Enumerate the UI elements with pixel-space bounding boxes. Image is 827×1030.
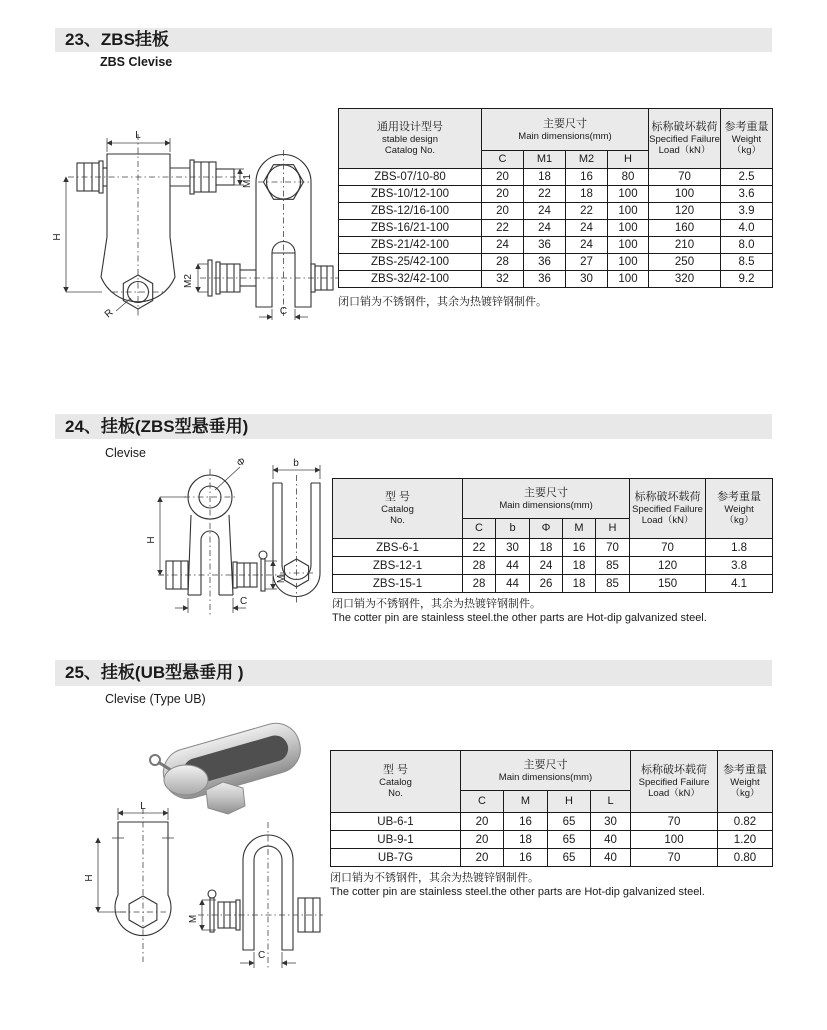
section-25-subtitle: Clevise (Type UB)	[105, 692, 206, 706]
cell-dim: 22	[463, 539, 496, 557]
cell-dim: 100	[608, 254, 649, 271]
cell-model: ZBS-15-1	[333, 575, 463, 593]
section-25-title: 25、挂板(UB型悬垂用 )	[65, 663, 244, 682]
cell-dim: 16	[504, 849, 548, 867]
cell-model: ZBS-12-1	[333, 557, 463, 575]
cell-model: UB-6-1	[331, 813, 461, 831]
material-note-en: The cotter pin are stainless steel.the other parts are Hot-dip galvanized steel.	[330, 886, 705, 898]
dim-col: C	[463, 519, 496, 539]
cell-dim: 18	[530, 539, 563, 557]
col-header-model: 型 号 Catalog No.	[333, 479, 463, 539]
dim-col: M2	[566, 151, 608, 169]
col-header-dimensions: 主要尺寸 Main dimensions(mm)	[482, 109, 649, 151]
cell-dim: 85	[596, 557, 630, 575]
cell-dim: 26	[530, 575, 563, 593]
dim-col: M	[504, 791, 548, 813]
cell-weight: 1.8	[706, 539, 773, 557]
cell-dim: 100	[608, 237, 649, 254]
cell-load: 70	[630, 539, 706, 557]
dim-col: Φ	[530, 519, 563, 539]
cell-model: ZBS-12/16-100	[339, 203, 482, 220]
cell-weight: 3.9	[721, 203, 773, 220]
cell-load: 150	[630, 575, 706, 593]
dim-col: L	[591, 791, 631, 813]
cell-weight: 9.2	[721, 271, 773, 288]
cell-dim: 16	[563, 539, 596, 557]
cell-dim: 24	[566, 237, 608, 254]
cell-load: 320	[649, 271, 721, 288]
cell-dim: 18	[524, 169, 566, 186]
dim-col: H	[548, 791, 591, 813]
dim-col: M1	[524, 151, 566, 169]
cell-dim: 40	[591, 849, 631, 867]
cell-dim: 20	[461, 849, 504, 867]
cell-dim: 20	[482, 186, 524, 203]
table-row	[331, 813, 773, 831]
cell-weight: 0.80	[718, 849, 773, 867]
col-header-weight: 参考重量 Weight （kg）	[706, 479, 773, 539]
table-row	[333, 539, 773, 557]
dim-label-M: M	[188, 914, 199, 924]
zbs-clevise-table	[338, 108, 773, 288]
cell-model: ZBS-6-1	[333, 539, 463, 557]
cell-dim: 30	[566, 271, 608, 288]
dim-label-M1: M1	[242, 174, 253, 188]
cell-dim: 100	[608, 203, 649, 220]
table-row	[333, 557, 773, 575]
cell-model: ZBS-32/42-100	[339, 271, 482, 288]
cell-dim: 27	[566, 254, 608, 271]
section-24-header-bar	[55, 414, 772, 439]
dim-col: C	[482, 151, 524, 169]
cell-dim: 22	[524, 186, 566, 203]
dim-col: H	[596, 519, 630, 539]
cell-dim: 70	[596, 539, 630, 557]
table-row	[339, 220, 773, 237]
table-row	[339, 237, 773, 254]
cell-weight: 8.5	[721, 254, 773, 271]
dim-label-H: H	[52, 233, 63, 241]
cell-model: ZBS-10/12-100	[339, 186, 482, 203]
ub-clevise-table	[330, 750, 773, 867]
section-23-title: 23、ZBS挂板	[65, 30, 169, 49]
cell-model: ZBS-25/42-100	[339, 254, 482, 271]
col-header-dimensions: 主要尺寸 Main dimensions(mm)	[461, 751, 631, 791]
cell-model: ZBS-07/10-80	[339, 169, 482, 186]
dim-label-phi: Φ	[234, 455, 249, 470]
section-24-title: 24、挂板(ZBS型悬垂用)	[65, 417, 249, 436]
cell-dim: 36	[524, 254, 566, 271]
cell-dim: 24	[524, 220, 566, 237]
cell-model: ZBS-21/42-100	[339, 237, 482, 254]
table-row	[339, 186, 773, 203]
dim-label-b: b	[293, 458, 299, 469]
cell-dim: 44	[496, 557, 530, 575]
col-header-load: 标称破坏载荷 Specified Failure Load（kN）	[631, 751, 718, 813]
dim-label-L: L	[135, 130, 141, 141]
clevise-zbs-table	[332, 478, 773, 593]
col-header-model: 型 号 Catalog No.	[331, 751, 461, 813]
cell-dim: 22	[482, 220, 524, 237]
dim-col: b	[496, 519, 530, 539]
col-header-weight: 参考重量 Weight （kg）	[721, 109, 773, 169]
table-row	[339, 169, 773, 186]
cell-load: 70	[631, 813, 718, 831]
cell-dim: 65	[548, 813, 591, 831]
cell-load: 160	[649, 220, 721, 237]
cell-dim: 28	[463, 557, 496, 575]
cell-dim: 16	[566, 169, 608, 186]
table-row	[339, 203, 773, 220]
section-23-header-bar	[55, 28, 772, 52]
cell-model: UB-7G	[331, 849, 461, 867]
cell-dim: 30	[496, 539, 530, 557]
dim-col: C	[461, 791, 504, 813]
material-note-cn: 闭口销为不锈钢件，其余为热镀锌钢制件。	[332, 598, 541, 610]
dim-label-H: H	[84, 874, 95, 882]
dim-label-C: C	[258, 950, 266, 961]
section-24-subtitle: Clevise	[105, 446, 146, 460]
cell-model: ZBS-16/21-100	[339, 220, 482, 237]
cell-weight: 3.8	[706, 557, 773, 575]
cell-load: 120	[630, 557, 706, 575]
col-header-load: 标称破坏载荷 Specified Failure Load（kN）	[649, 109, 721, 169]
table-row	[331, 831, 773, 849]
cell-model: UB-9-1	[331, 831, 461, 849]
cell-dim: 20	[461, 831, 504, 849]
table-row	[331, 849, 773, 867]
cell-dim: 44	[496, 575, 530, 593]
cell-weight: 0.82	[718, 813, 773, 831]
material-note-cn: 闭口销为不锈钢件，其余为热镀锌钢制件。	[338, 296, 547, 308]
cell-dim: 18	[504, 831, 548, 849]
cell-dim: 22	[566, 203, 608, 220]
cell-weight: 2.5	[721, 169, 773, 186]
cell-weight: 8.0	[721, 237, 773, 254]
cell-dim: 85	[596, 575, 630, 593]
cell-load: 100	[649, 186, 721, 203]
cell-dim: 18	[563, 557, 596, 575]
zbs-clevise-technical-drawing	[50, 92, 340, 320]
dim-col: M	[563, 519, 596, 539]
cell-dim: 16	[504, 813, 548, 831]
clevise-zbs-technical-drawing	[88, 455, 323, 627]
cell-weight: 4.1	[706, 575, 773, 593]
cell-dim: 36	[524, 237, 566, 254]
cell-dim: 24	[482, 237, 524, 254]
dim-label-R: R	[102, 307, 116, 320]
cell-dim: 65	[548, 831, 591, 849]
cell-dim: 40	[591, 831, 631, 849]
col-header-load: 标称破坏载荷 Specified Failure Load（kN）	[630, 479, 706, 539]
dim-label-M2: M2	[183, 274, 194, 288]
dim-label-M: M	[276, 574, 287, 584]
material-note-en: The cotter pin are stainless steel.the other parts are Hot-dip galvanized steel.	[332, 612, 707, 624]
cell-load: 70	[649, 169, 721, 186]
cell-dim: 65	[548, 849, 591, 867]
cell-dim: 36	[524, 271, 566, 288]
cell-load: 210	[649, 237, 721, 254]
table-row	[333, 575, 773, 593]
cell-dim: 100	[608, 271, 649, 288]
col-header-dimensions: 主要尺寸 Main dimensions(mm)	[463, 479, 630, 519]
dim-label-C: C	[240, 596, 248, 607]
cell-dim: 18	[563, 575, 596, 593]
ub-clevise-technical-drawing	[58, 800, 323, 975]
section-25-header-bar	[55, 660, 772, 686]
cell-dim: 28	[482, 254, 524, 271]
cell-dim: 100	[608, 186, 649, 203]
section-23-subtitle: ZBS Clevise	[100, 55, 173, 69]
cell-dim: 32	[482, 271, 524, 288]
material-note-cn: 闭口销为不锈钢件，其余为热镀锌钢制件。	[330, 872, 539, 884]
cell-dim: 20	[482, 169, 524, 186]
cell-weight: 3.6	[721, 186, 773, 203]
cell-dim: 80	[608, 169, 649, 186]
dim-label-L: L	[140, 801, 146, 812]
dim-label-C: C	[279, 306, 288, 317]
cell-load: 120	[649, 203, 721, 220]
col-header-model: 通用设计型号 stable design Catalog No.	[339, 109, 482, 169]
cell-dim: 100	[608, 220, 649, 237]
cell-weight: 1.20	[718, 831, 773, 849]
dim-label-H: H	[146, 536, 157, 544]
cell-dim: 24	[524, 203, 566, 220]
cell-dim: 30	[591, 813, 631, 831]
cell-dim: 20	[461, 813, 504, 831]
cell-load: 250	[649, 254, 721, 271]
cell-dim: 20	[482, 203, 524, 220]
cell-dim: 24	[566, 220, 608, 237]
col-header-weight: 参考重量 Weight （kg）	[718, 751, 773, 813]
dim-col: H	[608, 151, 649, 169]
cell-dim: 28	[463, 575, 496, 593]
table-row	[339, 271, 773, 288]
cell-weight: 4.0	[721, 220, 773, 237]
cell-dim: 24	[530, 557, 563, 575]
table-row	[339, 254, 773, 271]
cell-load: 100	[631, 831, 718, 849]
cell-dim: 18	[566, 186, 608, 203]
cell-load: 70	[631, 849, 718, 867]
